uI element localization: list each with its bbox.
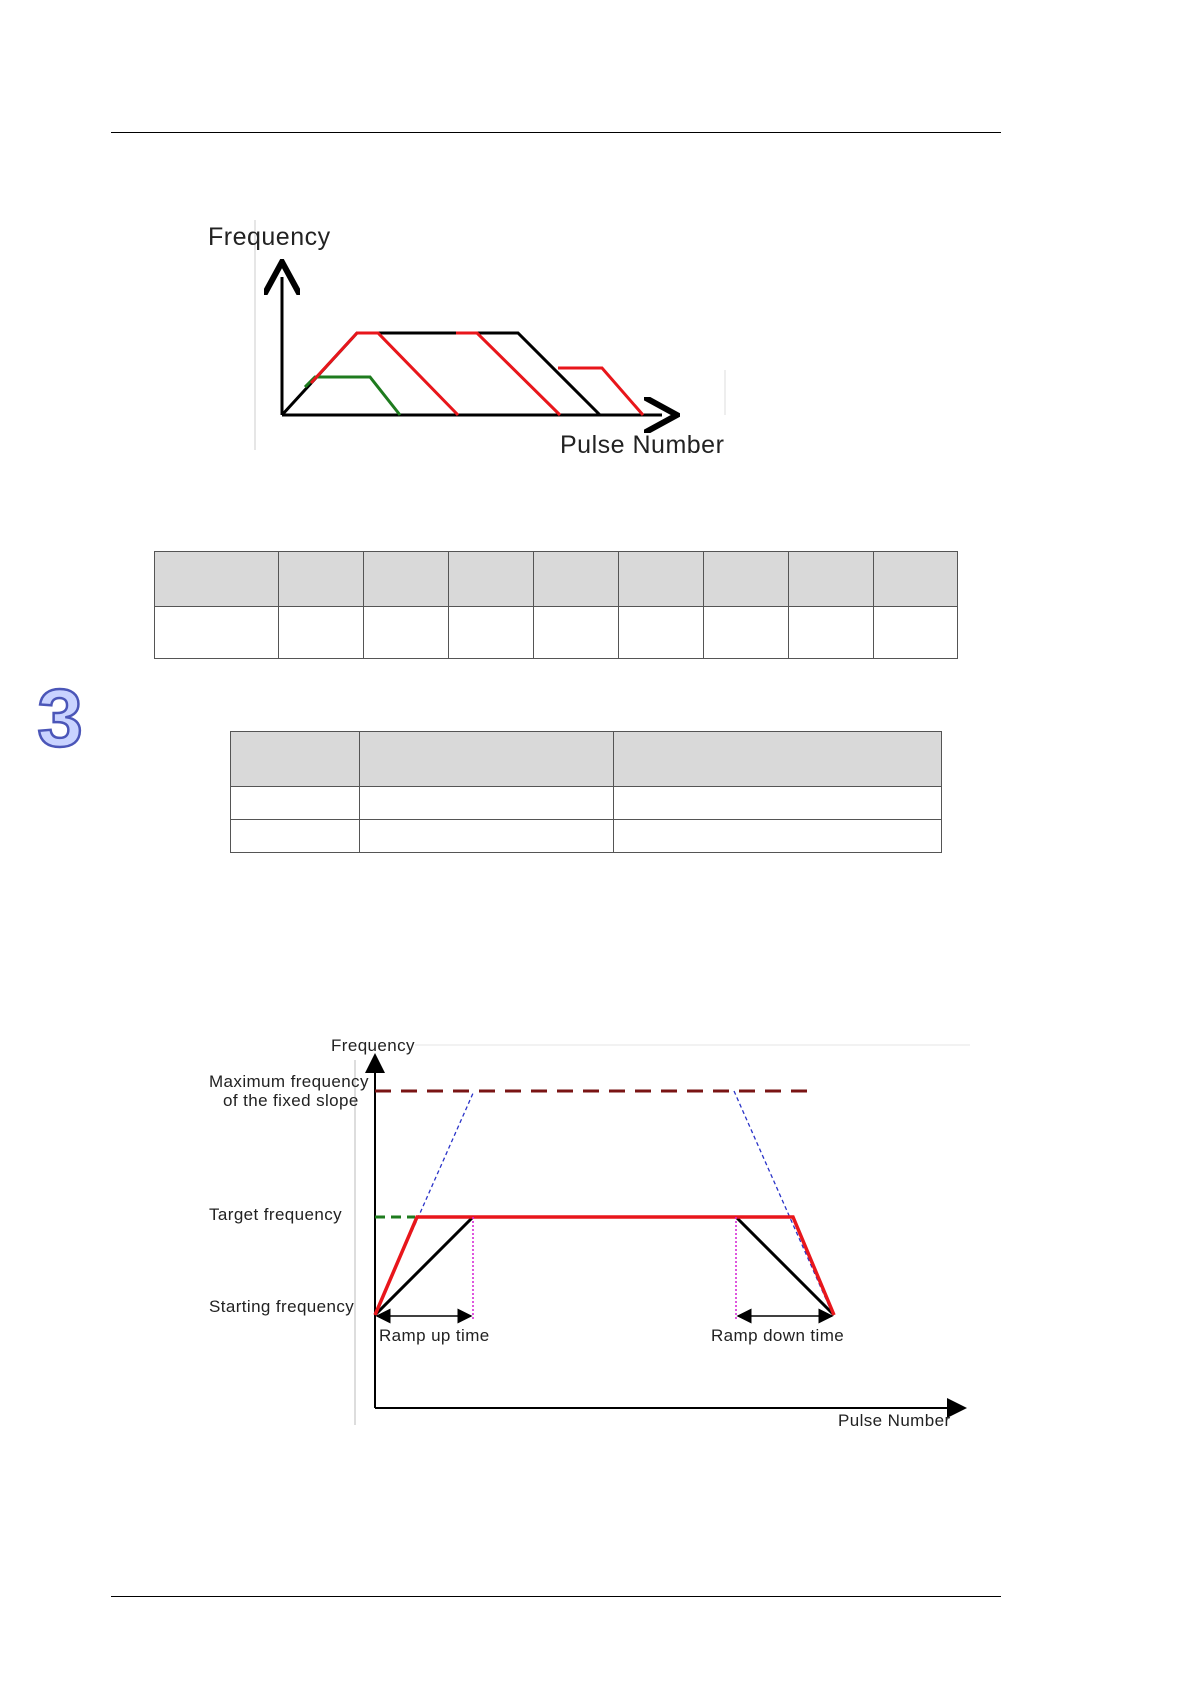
parameter-table [154,551,958,659]
table-header-cell [449,552,534,607]
table-header-cell [231,732,360,787]
table-header-cell [155,552,279,607]
header-rule [111,132,1001,133]
table-cell [619,607,704,659]
chapter-number: 3 [37,676,83,756]
table-cell [874,607,958,659]
table-cell [364,607,449,659]
table-header-row [155,552,958,607]
figure-1-red-profile-short [311,333,458,415]
table-cell [704,607,789,659]
table-cell [231,787,360,820]
table-cell [789,607,874,659]
table-header-cell [789,552,874,607]
table-cell [279,607,364,659]
table-header-cell [279,552,364,607]
ramp-up-time-label: Ramp up time [379,1326,490,1345]
figure-1-red-profile-long [456,333,560,415]
table-cell [614,787,942,820]
table-header-cell [704,552,789,607]
figure-2-x-axis-label: Pulse Number [838,1411,951,1430]
table-cell [614,820,942,853]
table-cell [231,820,360,853]
figure-1-y-axis-label: Frequency [208,223,331,251]
table-header-cell [364,552,449,607]
target-frequency-label: Target frequency [209,1205,343,1224]
table-header-row [231,732,942,787]
table-cell [360,787,614,820]
table-header-cell [534,552,619,607]
figure-1-red-profile-step [558,368,643,415]
table-header-cell [619,552,704,607]
table-cell [360,820,614,853]
footer-rule [111,1596,1001,1597]
black-ramp-profile [375,1217,834,1315]
table-row [231,787,942,820]
table-row [155,607,958,659]
red-fixed-slope-profile [375,1217,834,1315]
max-frequency-label-line2: of the fixed slope [223,1091,359,1110]
table-cell [449,607,534,659]
table-cell [534,607,619,659]
ramp-down-time-label: Ramp down time [711,1326,845,1345]
table-header-cell [360,732,614,787]
max-frequency-label-line1: Maximum frequency [209,1072,369,1091]
table-cell [155,607,279,659]
setting-table [230,731,942,853]
table-row [231,820,942,853]
figure-1-x-axis-label: Pulse Number [560,431,725,459]
chapter-number-badge [33,676,87,756]
table-header-cell [874,552,958,607]
figure-1-green-profile [305,377,400,415]
figure-2-y-axis-label: Frequency [331,1036,415,1055]
starting-frequency-label: Starting frequency [209,1297,355,1316]
figure-1-black-profile [282,333,600,415]
table-header-cell [614,732,942,787]
